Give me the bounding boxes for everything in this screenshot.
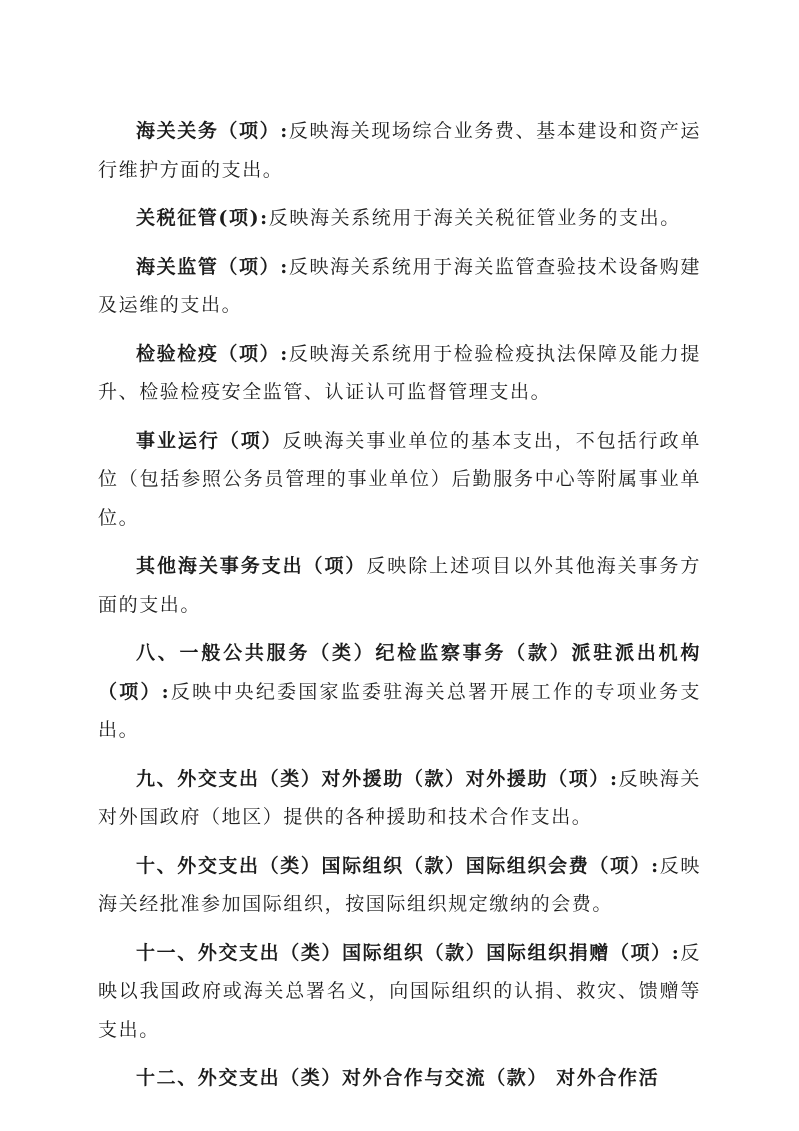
paragraph-inspection-quarantine (98, 335, 701, 412)
paragraph-customs-supervision (98, 248, 701, 325)
paragraph-section-10 (98, 847, 701, 924)
paragraph-text: 反映海关系统用于检验检疫执法保障及能力提升、检验检疫安全监管、认证认可监督管理支出。 (98, 342, 701, 403)
paragraph-institution-operation (98, 422, 701, 538)
paragraph-text: 反映中央纪委国家监委驻海关总署开展工作的专项业务支出。 (98, 680, 701, 741)
document-body (98, 112, 701, 1098)
paragraph-text: 反映除上述项目以外其他海关事务方面的支出。 (98, 555, 701, 616)
paragraph-lead: 关税征管(项): (136, 207, 269, 229)
paragraph-lead: 十、外交支出（类）国际组织（款）国际组织会费（项）: (136, 854, 660, 877)
paragraph-tariff-collection (98, 199, 701, 238)
paragraph-text: 反映以我国政府或海关总署名义，向国际组织的认捐、救灾、馈赠等支出。 (98, 941, 701, 1041)
paragraph-text: 反映海关经批准参加国际组织，按国际组织规定缴纳的会费。 (98, 854, 701, 915)
paragraph-lead: 九、外交支出（类）对外援助（款）对外援助（项）: (136, 767, 619, 790)
paragraph-section-8 (98, 634, 701, 750)
paragraph-lead: 检验检疫（项）: (136, 342, 289, 365)
paragraph-section-9 (98, 760, 701, 837)
paragraph-lead: 其他海关事务支出（项） (136, 555, 367, 577)
paragraph-lead: 十一、外交支出（类）国际组织（款）国际组织捐赠（项）: (136, 941, 681, 964)
paragraph-lead: 海关监管（项）: (136, 255, 289, 278)
paragraph-section-12 (98, 1059, 701, 1098)
paragraph-text: 反映海关对外国政府（地区）提供的各种援助和技术合作支出。 (98, 767, 701, 828)
paragraph-text: 反映海关系统用于海关关税征管业务的支出。 (268, 207, 681, 229)
paragraph-other-customs-expenditure (98, 547, 701, 624)
paragraph-text: 反映海关现场综合业务费、基本建设和资产运行维护方面的支出。 (98, 120, 701, 181)
paragraph-lead: 事业运行（项） (136, 429, 283, 452)
paragraph-lead: 海关关务（项）: (136, 120, 289, 142)
paragraph-section-11 (98, 934, 701, 1050)
paragraph-lead: 八、一般公共服务（类）纪检监察事务（款）派驻派出机构（项）: (98, 642, 701, 703)
paragraph-text: 反映海关系统用于海关监管查验技术设备购建及运维的支出。 (98, 255, 701, 316)
paragraph-customs-affairs (98, 112, 701, 189)
paragraph-lead: 十二、外交支出（类）对外合作与交流（款） 对外合作活 (136, 1067, 660, 1089)
paragraph-text: 反映海关事业单位的基本支出，不包括行政单位（包括参照公务员管理的事业单位）后勤服务中心等附属事业单位。 (98, 429, 701, 529)
